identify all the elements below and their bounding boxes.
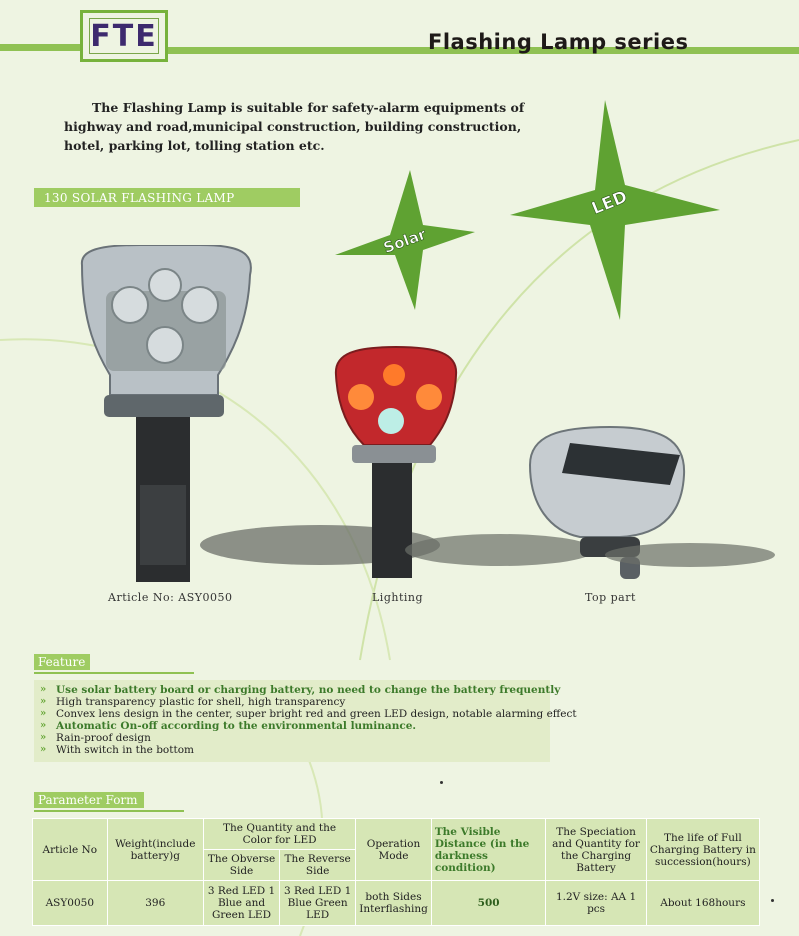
solar-star-badge: [335, 170, 475, 310]
header-weight: Weight(include battery)g: [107, 819, 203, 881]
chevron-right-icon: »: [40, 708, 47, 719]
list-item: » Rain-proof design: [40, 732, 151, 744]
parameter-title: Parameter Form: [34, 792, 144, 808]
header-article-no: Article No: [33, 819, 108, 881]
intro-paragraph: The Flashing Lamp is suitable for safety-alarm equipments of highway and road,municipal construction, building construction, hotel, parking lot, tolling station etc.: [64, 100, 525, 153]
chevron-right-icon: »: [40, 744, 47, 755]
chevron-right-icon: »: [40, 684, 47, 695]
header-battery: The Speciation and Quantity for the Charging Battery: [546, 819, 646, 881]
cell-obverse: 3 Red LED 1 Blue and Green LED: [203, 881, 279, 926]
header-reverse: The Reverse Side: [280, 850, 356, 881]
chevron-right-icon: »: [40, 732, 47, 743]
feature-list: [40, 684, 577, 756]
header-life: The life of Full Charging Battery in succession(hours): [646, 819, 759, 881]
cell-weight: 396: [107, 881, 203, 926]
lamp-shadow: [600, 530, 780, 580]
list-item: » Convex lens design in the center, super bright red and green LED design, notable alarming effect: [40, 708, 577, 720]
feature-title: Feature: [34, 654, 90, 670]
cell-operation: both Sides Interflashing: [356, 881, 432, 926]
logo-text: FTE: [90, 18, 158, 54]
list-item: » Automatic On-off according to the environmental luminance.: [40, 720, 417, 732]
list-item: » With switch in the bottom: [40, 744, 194, 756]
header-distance: The Visible Distance (in the darkness condition): [431, 819, 546, 881]
header-led-group: The Quantity and the Color for LED: [203, 819, 355, 850]
solar-label: Solar: [381, 225, 429, 258]
list-item: » High transparency plastic for shell, high transparency: [40, 696, 346, 708]
header-obverse: The Obverse Side: [203, 850, 279, 881]
caption-top-part: Top part: [585, 591, 636, 604]
decorative-dot: [440, 781, 443, 784]
cell-life: About 168hours: [646, 881, 759, 926]
table-header-row: [33, 819, 760, 850]
caption-lighting: Lighting: [372, 591, 424, 604]
caption-article: Article No: ASY0050: [108, 591, 233, 604]
cell-article-no: ASY0050: [33, 881, 108, 926]
section-title-bar: [34, 188, 300, 207]
table-row: [33, 881, 760, 926]
chevron-right-icon: »: [40, 696, 47, 707]
cell-distance: 500: [431, 881, 546, 926]
decorative-dot: [771, 899, 774, 902]
header-operation: Operation Mode: [356, 819, 432, 881]
cell-battery: 1.2V size: AA 1 pcs: [546, 881, 646, 926]
led-star-badge: [510, 100, 720, 320]
page-title: Flashing Lamp series: [428, 30, 689, 54]
chevron-right-icon: »: [40, 720, 47, 731]
list-item: » Use solar battery board or charging battery, no need to change the battery frequently: [40, 684, 561, 696]
parameter-table: [32, 818, 760, 926]
cell-reverse: 3 Red LED 1 Blue Green LED: [280, 881, 356, 926]
led-label: LED: [588, 186, 631, 220]
section-title: 130 SOLAR FLASHING LAMP: [44, 190, 235, 205]
